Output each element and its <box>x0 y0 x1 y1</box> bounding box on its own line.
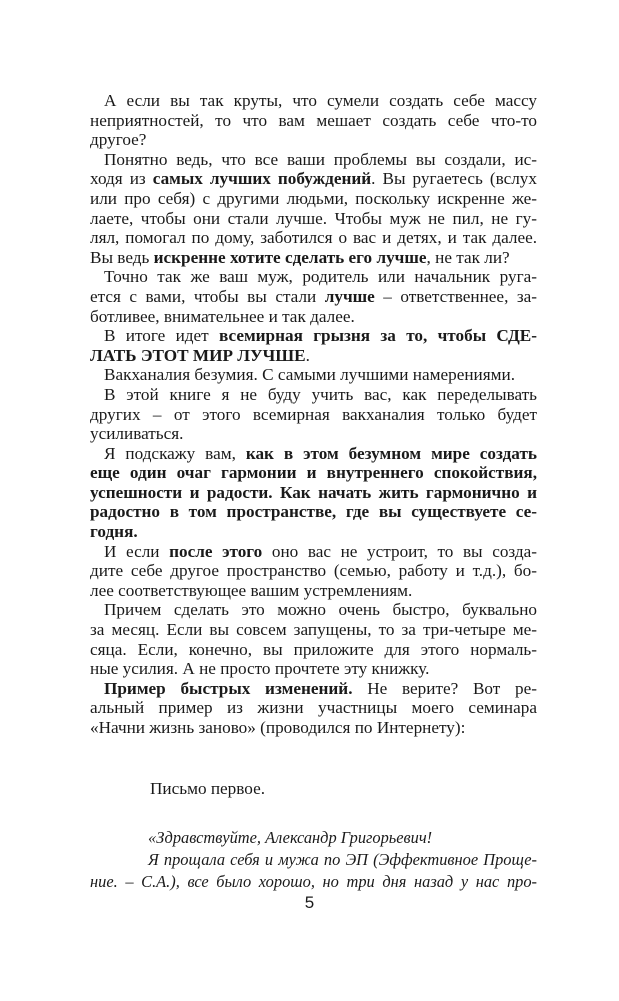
text-line <box>90 405 537 425</box>
text-line <box>90 871 537 893</box>
bold-text: годня. <box>90 522 138 542</box>
text-run: других – от этого всемирная вакханалия только будет <box>90 404 537 424</box>
text-run: «Начни жизнь заново» (проводился по Интернету): <box>90 718 466 737</box>
text-line <box>90 424 537 444</box>
text-line <box>90 91 537 111</box>
text-line <box>90 698 537 718</box>
text-line <box>90 659 537 679</box>
text-run: В этой книге я не буду учить вас, как переделывать <box>104 384 537 404</box>
text-line <box>90 561 537 581</box>
text-line <box>90 542 537 562</box>
bold-text: искренне хотите сделать его лучше <box>153 247 427 267</box>
text-line <box>90 483 537 503</box>
text-run: ние. – С.А.), все было хорошо, но три дня назад у нас про- <box>90 872 537 891</box>
text-line <box>90 365 537 385</box>
text-run: Вакханалия безумия. С самыми лучшими намерениями. <box>104 365 515 385</box>
text-run: Я прощала себя и мужа по ЭП (Эффективное Проще- <box>148 850 537 869</box>
text-line <box>90 209 537 229</box>
text-run: неприятностей, то что вам мешает создать себе что-то <box>90 110 537 130</box>
bold-text: Пример быстрых изменений. <box>104 678 353 698</box>
text-line <box>90 522 537 542</box>
text-line <box>90 849 537 871</box>
bold-text: после этого <box>169 541 263 561</box>
text-line <box>90 444 537 464</box>
text-run: ботливее, внимательнее и так далее. <box>90 306 355 326</box>
text-run: . Вы ругаетесь (вслух <box>371 169 537 189</box>
text-line <box>90 600 537 620</box>
text-line <box>90 169 537 189</box>
text-run: лее соответствующее вашим устремлениям. <box>90 580 413 600</box>
text-line <box>90 385 537 405</box>
text-run: А если вы так круты, что сумели создать себе массу <box>104 91 537 110</box>
text-run: – ответственнее, за- <box>374 286 537 306</box>
text-run: Я подскажу вам, <box>104 443 246 463</box>
text-run: за месяц. Если вы совсем запущены, то за три-четыре ме- <box>90 620 537 640</box>
text-line <box>90 679 537 699</box>
text-run: . <box>305 345 310 365</box>
text-line <box>90 150 537 170</box>
text-run: Понятно ведь, что все ваши проблемы вы создали, ис- <box>104 149 537 169</box>
letter-quote <box>90 827 537 893</box>
text-line <box>90 130 537 150</box>
text-run: ется с вами, чтобы вы стали <box>90 286 325 306</box>
text-run: Не верите? Вот ре- <box>352 678 537 698</box>
text-run: дите себе другое пространство (семью, работу и т.д.), бо- <box>90 561 537 581</box>
text-run: ные усилия. А не просто прочтете эту книжку. <box>90 659 430 679</box>
text-line <box>90 248 537 268</box>
text-run: В итоге идет <box>104 326 219 346</box>
bold-text: лучше <box>324 286 375 306</box>
text-line <box>90 111 537 131</box>
text-run: Причем сделать это можно очень быстро, буквально <box>104 600 537 620</box>
text-run: ходя из <box>90 169 153 189</box>
text-run: оно вас не устроит, то вы созда- <box>262 541 538 561</box>
bold-text: ЛАТЬ ЭТОТ МИР ЛУЧШЕ <box>90 345 306 365</box>
text-line <box>90 640 537 660</box>
text-line <box>90 267 537 287</box>
text-run: или про себя) с другими людьми, поскольку искренне же- <box>90 188 537 208</box>
bold-text: радостно в том пространстве, где вы существуете се- <box>90 502 537 522</box>
text-run: «Здравствуйте, Александр Григорьевич! <box>148 828 433 847</box>
text-line <box>90 463 537 483</box>
text-line <box>90 620 537 640</box>
text-run: сяца. Если, конечно, вы приложите для этого нормаль- <box>90 639 537 659</box>
text-line <box>90 326 537 346</box>
text-line <box>90 189 537 209</box>
text-run: лаете, чтобы они стали лучше. Чтобы муж не пил, не гу- <box>90 208 537 228</box>
text-line <box>90 502 537 522</box>
text-run: , не так ли? <box>426 247 510 267</box>
text-run: И если <box>104 541 170 561</box>
text-run: усиливаться. <box>90 424 184 444</box>
text-line <box>90 827 537 849</box>
text-line <box>90 581 537 601</box>
bold-text: успешности и радости. Как начать жить гармонично и <box>90 482 537 502</box>
text-line <box>90 228 537 248</box>
text-run: другое? <box>90 130 147 150</box>
text-run: альный пример из жизни участницы моего семинара <box>90 698 537 718</box>
bold-text: еще один очаг гармонии и внутреннего спокойствия, <box>90 463 537 483</box>
text-line <box>90 346 537 366</box>
text-run: лял, помогал по дому, заботился о вас и детях, и так далее. <box>90 228 537 248</box>
page-number: 5 <box>304 893 315 912</box>
body-text <box>90 91 537 738</box>
bold-text: всемирная грызня за то, чтобы СДЕ- <box>218 326 537 346</box>
bold-text: самых лучших побуждений <box>152 169 372 189</box>
text-run: Вы ведь <box>90 247 154 267</box>
text-line <box>90 718 537 738</box>
bold-text: как в этом безумном мире создать <box>245 443 537 463</box>
text-line <box>90 287 537 307</box>
text-run: Точно так же ваш муж, родитель или начальник руга- <box>104 267 537 287</box>
text-line <box>90 307 537 327</box>
letter-heading: Письмо первое. <box>150 779 265 798</box>
